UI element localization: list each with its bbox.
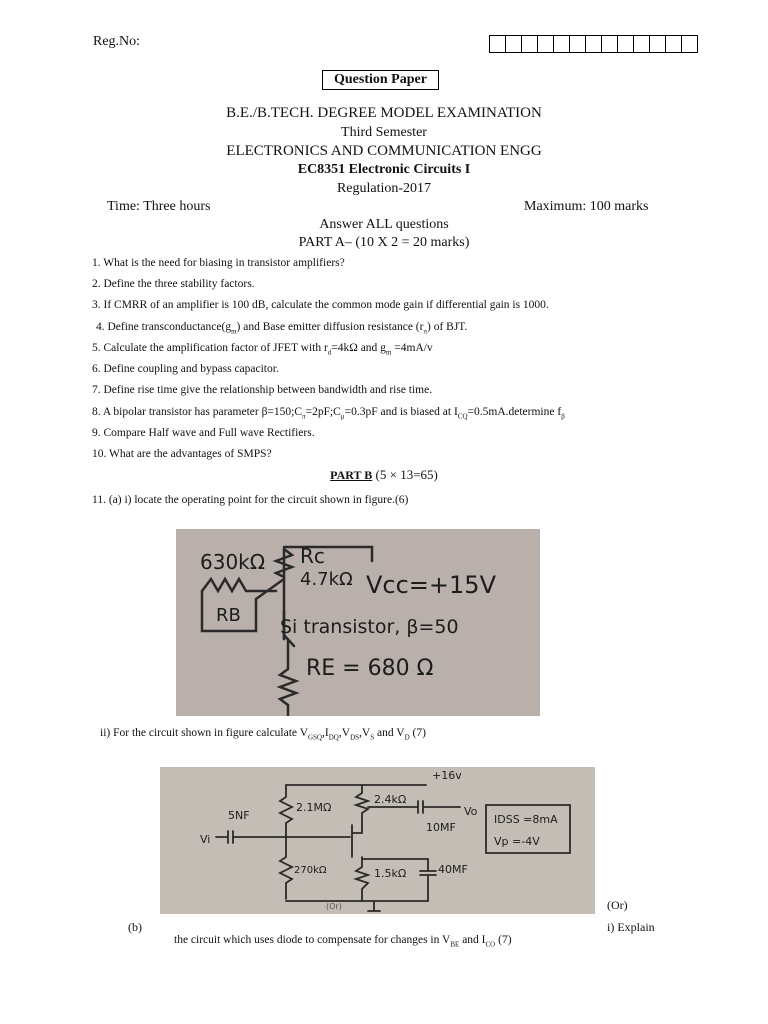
degree-heading: B.E./B.TECH. DEGREE MODEL EXAMINATION (226, 105, 542, 121)
fig2-idss: IDSS =8mA (494, 813, 558, 826)
course-heading: EC8351 Electronic Circuits I (297, 162, 471, 177)
reg-digit-box[interactable] (522, 36, 538, 52)
fig1-rc-label: Rc (300, 544, 325, 568)
fig1-rb-label: RB (216, 605, 241, 626)
instruction: Answer ALL questions (319, 217, 449, 232)
fig2-or-faint: (Or) (326, 902, 342, 911)
or-label: (Or) (607, 898, 628, 912)
max-marks-label: Maximum: 100 marks (524, 199, 649, 214)
reg-digit-box[interactable] (586, 36, 602, 52)
fig2-rs: 1.5kΩ (374, 867, 407, 880)
circuit-figure-2-drawing (160, 767, 595, 914)
circuit-figure-1 (176, 529, 540, 716)
question-5: 5. Calculate the amplification factor of JFET with $r_d=4k\Omega$ and $g_m =4mA/v$ (92, 342, 433, 357)
part-a-heading: PART A– (10 X 2 = 20 marks) (298, 235, 470, 250)
fig1-vcc: Vcc=+15V (366, 571, 496, 599)
question-7: 7. Define rise time give the relationship between bandwidth and rise time. (92, 384, 433, 396)
fig2-cs: 40MF (438, 863, 468, 876)
time-label: Time: Three hours (107, 199, 211, 214)
reg-digit-box[interactable] (554, 36, 570, 52)
fig2-cout: 10MF (426, 821, 456, 834)
fig2-vo: Vo (464, 805, 478, 818)
reg-digit-box[interactable] (666, 36, 682, 52)
question-9: 9. Compare Half wave and Full wave Rectifiers. (92, 427, 315, 439)
semester-heading: Third Semester (341, 125, 427, 140)
question-11b-label: (b) (128, 920, 142, 934)
department-heading: ELECTRONICS AND COMMUNICATION ENGG (226, 143, 542, 159)
question-8: 8. A bipolar transistor has parameter $\beta=150;C_\pi=2pF;C_\mu=0.3pF$ and is biased at $I_{CQ}=0.5mA.determine$ $f_\beta$ (92, 406, 565, 421)
reg-digit-box[interactable] (506, 36, 522, 52)
fig2-vi: Vi (200, 833, 211, 846)
reg-digit-box[interactable] (538, 36, 554, 52)
reg-digit-box[interactable] (634, 36, 650, 52)
part-b-marks: (5 × 13=65) (375, 467, 438, 482)
reg-digit-box[interactable] (570, 36, 586, 52)
fig1-re: RE = 680 Ω (306, 656, 434, 681)
fig2-cin: 5NF (228, 809, 250, 822)
part-b-label: PART B (330, 468, 373, 482)
reg-digit-box[interactable] (490, 36, 506, 52)
reg-digit-box[interactable] (602, 36, 618, 52)
fig2-r1: 2.1MΩ (296, 801, 332, 814)
question-11b-text: the circuit which uses diode to compensate for changes in $V_{BE}$ and $I_{CO}$ (7) (174, 934, 512, 949)
reg-digit-box[interactable] (682, 36, 697, 52)
question-3: 3. If CMRR of an amplifier is 100 dB, calculate the common mode gain if differential gain is 1000. (92, 299, 549, 311)
question-11a: 11. (a) i) locate the operating point for the circuit shown in figure.(6) (92, 494, 409, 506)
question-1: 1. What is the need for biasing in transistor amplifiers? (92, 257, 345, 269)
part-b-heading (0, 467, 768, 483)
circuit-figure-1-drawing (176, 529, 540, 716)
question-11b-explain: i) Explain (607, 920, 655, 934)
fig2-r2: 270kΩ (294, 865, 327, 876)
fig1-rc-value: 4.7kΩ (300, 569, 353, 590)
circuit-figure-2 (160, 767, 595, 914)
reg-digit-box[interactable] (618, 36, 634, 52)
fig1-transistor: Si transistor, β=50 (280, 616, 459, 638)
fig2-rd: 2.4kΩ (374, 793, 407, 806)
regulation-heading: Regulation-2017 (336, 181, 432, 196)
reg-digit-box[interactable] (650, 36, 666, 52)
fig1-r-bias: 630kΩ (200, 550, 266, 574)
question-6: 6. Define coupling and bypass capacitor. (92, 363, 279, 375)
reg-no-boxes[interactable] (489, 35, 698, 53)
question-10: 10. What are the advantages of SMPS? (92, 448, 272, 460)
reg-no-label: Reg.No: (93, 34, 141, 49)
question-2: 2. Define the three stability factors. (92, 278, 255, 290)
question-paper-title: Question Paper (322, 70, 439, 90)
question-11a-ii: ii) For the circuit shown in figure calculate $V_{GSQ},I_{DQ},V_{DS},V_S$ and $V_D$ (7) (100, 727, 426, 742)
fig2-vdd: +16v (432, 769, 462, 782)
fig2-vp: Vp =-4V (494, 835, 540, 848)
question-4: 4. Define $transconductance(g_m)$ and Base emitter diffusion resistance $(r_\pi)$ of BJT. (96, 321, 468, 336)
